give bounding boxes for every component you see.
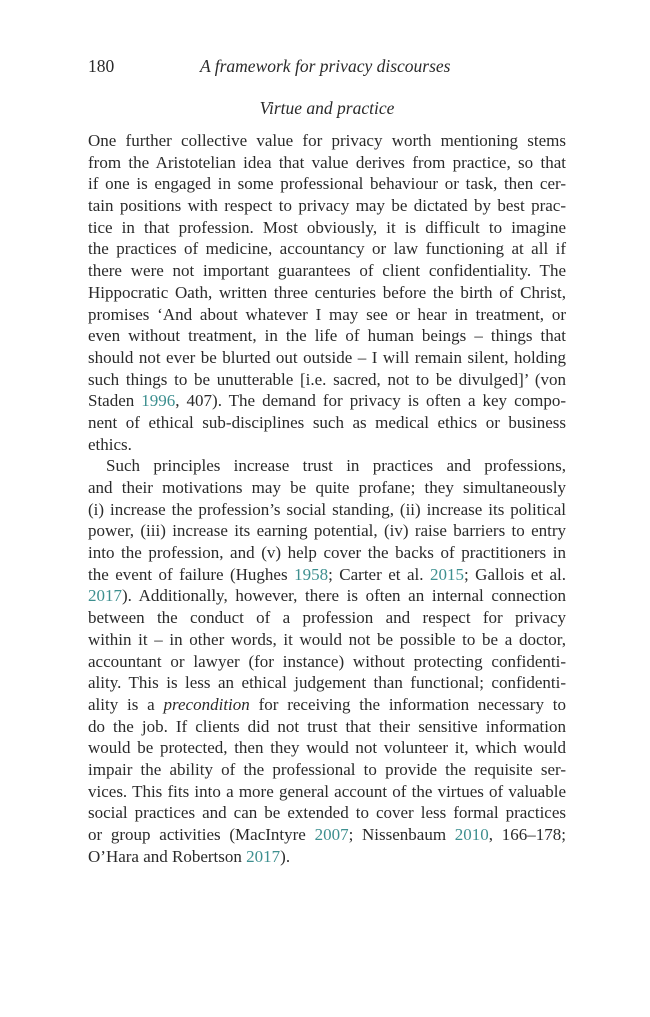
text-line: nent of ethical sub-disciplines such as medical ethics or business bbox=[88, 412, 566, 432]
text-line: the event of failure (Hughes 1958; Carter et al. 2015; Gallois et al. bbox=[88, 564, 567, 584]
text-line: if one is engaged in some professional behaviour or task, then cer- bbox=[88, 174, 566, 194]
citation-link[interactable]: 2017 bbox=[88, 586, 122, 606]
text-line: Hippocratic Oath, written three centuries before the birth of Christ, bbox=[88, 282, 566, 302]
page-header bbox=[88, 56, 566, 80]
running-head: A framework for privacy discourses bbox=[200, 56, 451, 76]
text-line: O’Hara and Robertson 2017). bbox=[88, 846, 291, 866]
text-line: or group activities (MacIntyre 2007; Nissenbaum 2010, 166–178; bbox=[88, 825, 566, 844]
text-line: (i) increase the profession’s social standing, (ii) increase its political bbox=[88, 499, 566, 519]
body-text bbox=[88, 130, 566, 867]
text-line: vices. This fits into a more general account of the virtues of valuable bbox=[88, 781, 566, 801]
emphasis: precondition bbox=[163, 694, 250, 714]
paragraph bbox=[88, 455, 566, 867]
text-line: impair the ability of the professional to provide the requisite ser- bbox=[88, 759, 566, 779]
text-line: into the profession, and (v) help cover the backs of practitioners in bbox=[88, 543, 566, 563]
text-line: tain positions with respect to privacy may be dictated by best prac- bbox=[88, 196, 566, 216]
text-line: such things to be unutterable [i.e. sacred, not to be divulged]’ (von bbox=[88, 369, 566, 389]
citation-link[interactable]: 1958 bbox=[294, 564, 329, 584]
text-line: and their motivations may be quite profane; they simultaneously bbox=[88, 478, 566, 497]
text-line: would be protected, then they would not volunteer it, which would bbox=[88, 738, 566, 758]
text-line: ality is a precondition for receiving the information necessary to bbox=[88, 694, 566, 714]
text-line: even without treatment, in the life of human beings – things that bbox=[88, 326, 566, 346]
text-line: social practices and can be extended to cover less formal practices bbox=[88, 803, 566, 823]
text-line: ethics. bbox=[88, 434, 132, 454]
text-line: power, (iii) increase its earning potential, (iv) raise barriers to entry bbox=[88, 521, 566, 541]
text-line: Staden 1996, 407). The demand for privacy is often a key compo- bbox=[88, 391, 566, 411]
text-line: tice in that profession. Most obviously, it is difficult to imagine bbox=[88, 217, 566, 237]
paragraph bbox=[88, 130, 566, 455]
text-line: the practices of medicine, accountancy or law functioning at all if bbox=[88, 239, 566, 259]
text-line: ality. This is less an ethical judgement than functional; confidenti- bbox=[88, 673, 566, 693]
page-number: 180 bbox=[88, 56, 115, 76]
text-line: there were not important guarantees of client confidentiality. The bbox=[88, 261, 566, 281]
text-line: One further collective value for privacy worth mentioning stems bbox=[88, 131, 566, 150]
citation-link[interactable]: 2015 bbox=[429, 564, 464, 584]
text-line: Such principles increase trust in practices and professions, bbox=[106, 456, 566, 476]
text-line: do the job. If clients did not trust that their sensitive information bbox=[88, 716, 566, 736]
text-line: within it – in other words, it would not be possible to be a doctor, bbox=[88, 629, 566, 649]
text-line: promises ‘And about whatever I may see or hear in treatment, or bbox=[88, 304, 566, 324]
section-heading: Virtue and practice bbox=[259, 98, 395, 118]
citation-link[interactable]: 2007 bbox=[314, 825, 349, 844]
citation-link[interactable]: 2017 bbox=[246, 846, 281, 866]
text-line: accountant or lawyer (for instance) without protecting confidenti- bbox=[88, 651, 566, 671]
text-line: from the Aristotelian idea that value derives from practice, so that bbox=[88, 152, 566, 172]
citation-link[interactable]: 1996 bbox=[141, 391, 176, 411]
citation-link[interactable]: 2010 bbox=[454, 825, 489, 844]
text-line: should not ever be blurted out outside – I will remain silent, holding bbox=[88, 347, 566, 367]
text-line: 2017). Additionally, however, there is often an internal connection bbox=[88, 586, 566, 606]
text-line: between the conduct of a profession and respect for privacy bbox=[88, 608, 566, 628]
